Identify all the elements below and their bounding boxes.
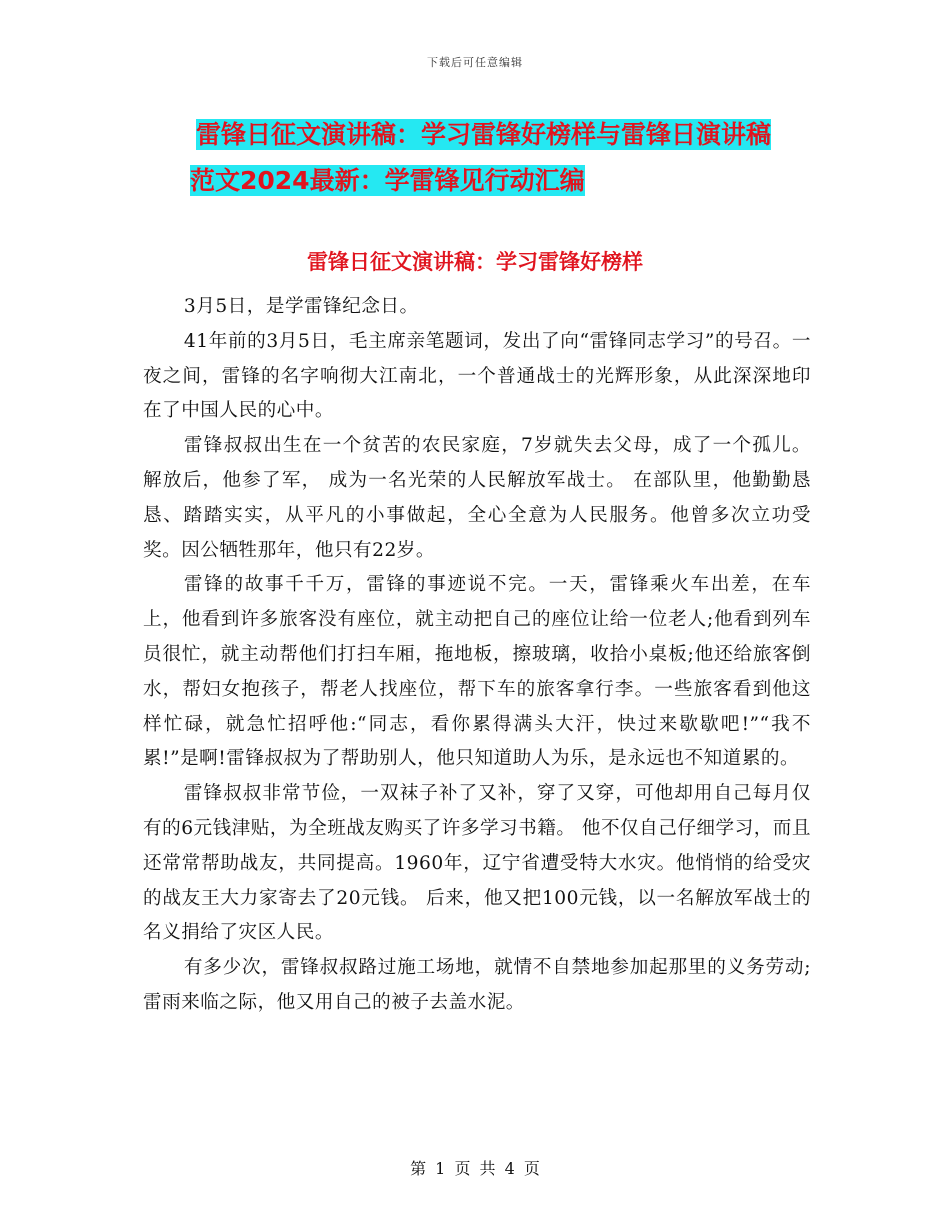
page-footer: 第 1 页 共 4 页	[410, 1159, 540, 1178]
main-title-line-1	[196, 112, 810, 158]
header-note: 下载后可任意编辑	[427, 56, 523, 69]
paragraph: 雷锋的故事千千万，雷锋的事迹说不完。一天，雷锋乘火车出差，在车上，他看到许多旅客没有座位，就主动把自己的座位让给一位老人;他看到列车员很忙，就主动帮他们打扫车厢，拖地板，擦玻璃，收拾小桌板;他还给旅客倒水，帮妇女抱孩子，帮老人找座位，帮下车的旅客拿行李。一些旅客看到他这样忙碌，就急忙招呼他:“同志，看你累得满头大汗，快过来歇歇吧!”“我不累!”是啊!雷锋叔叔为了帮助别人，他只知道助人为乐，是永远也不知道累的。	[143, 574, 811, 770]
main-title-line-2-text: 范文2024最新：学雷锋见行动汇编	[190, 166, 585, 195]
paragraph: 雷锋叔叔非常节俭，一双袜子补了又补，穿了又穿，可他却用自己每月仅有的6元钱津贴，为全班战友购买了许多学习书籍。 他不仅自己仔细学习，而且还常常帮助战友，共同提高。1960年，辽宁省遭受特大水灾。他悄悄的给受灾的战友王大力家寄去了20元钱。 后来，他又把100元钱，以一名解放军战士的名义捐给了灾区人民。	[143, 783, 811, 944]
main-title	[190, 112, 810, 204]
main-title-line-1-text: 雷锋日征文演讲稿：学习雷锋好榜样与雷锋日演讲稿	[196, 120, 772, 149]
paragraph: 3月5日，是学雷锋纪念日。	[183, 296, 419, 317]
main-title-line-2	[190, 158, 810, 204]
section-title: 雷锋日征文演讲稿：学习雷锋好榜样	[307, 250, 643, 274]
paragraph: 雷锋叔叔出生在一个贫苦的农民家庭，7岁就失去父母，成了一个孤儿。 解放后，他参了军， 成为一名光荣的人民解放军战士。 在部队里，他勤勤恳恳、踏踏实实，从平凡的小事做起，全心全意为人民服务。他曾多次立功受奖。因公牺牲那年，他只有22岁。	[143, 435, 811, 561]
paragraph: 有多少次，雷锋叔叔路过施工场地，就情不自禁地参加起那里的义务劳动;雷雨来临之际，他又用自己的被子去盖水泥。	[143, 957, 811, 1013]
document-body	[143, 290, 811, 1021]
paragraph: 41年前的3月5日，毛主席亲笔题词，发出了向“雷锋同志学习”的号召。一夜之间，雷锋的名字响彻大江南北，一个普通战士的光辉形象，从此深深地印在了中国人民的心中。	[143, 330, 811, 422]
